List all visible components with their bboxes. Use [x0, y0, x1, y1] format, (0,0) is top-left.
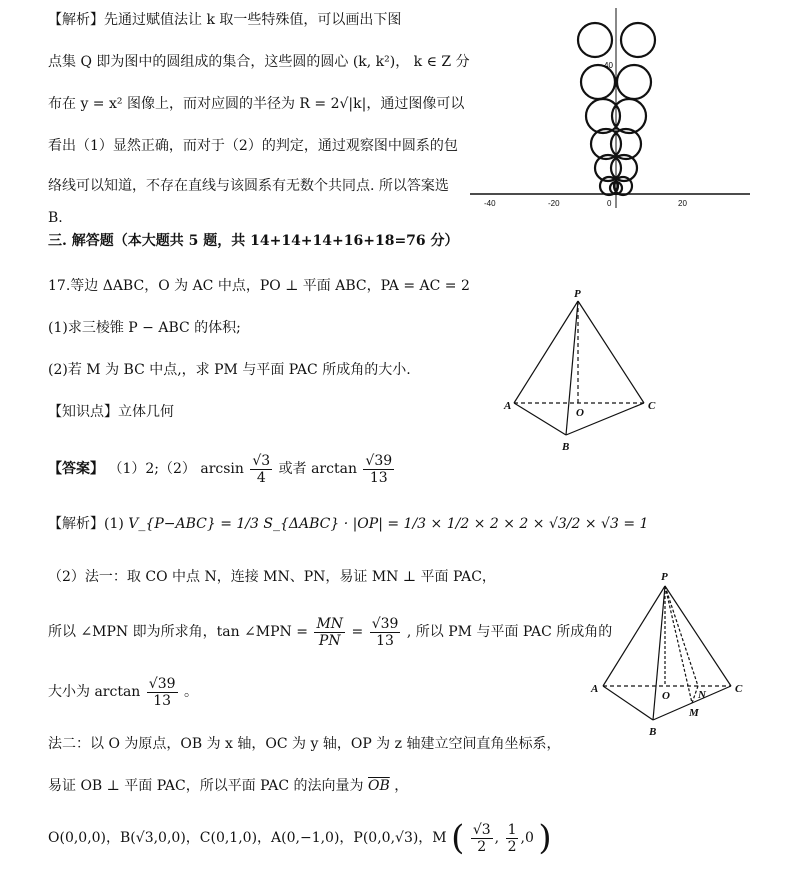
answer-prefix: （1）2;（2） arcsin: [108, 461, 244, 477]
vertex-label-b: B: [649, 726, 657, 738]
tetrahedron-figure-1: [500, 285, 675, 455]
sol16-line-2: 点集 Q 即为图中的圆组成的集合，这些圆的圆心 (k, k²)， k ∈ Z 分: [48, 54, 470, 70]
fraction-sqrt39-over-13: [363, 453, 394, 486]
vertex-label-p: P: [661, 571, 668, 583]
tick-label: 0: [607, 199, 612, 208]
fraction-sqrt39-over-13: [147, 676, 178, 709]
vertex-label-c: C: [735, 683, 743, 695]
fraction-numerator: √39: [365, 452, 393, 469]
fraction-denominator: 2: [477, 838, 487, 855]
fraction-denominator: 13: [369, 469, 388, 486]
method-one-line-3: [48, 672, 198, 712]
volume-expression: V_{P−ABC} = 1/3 S_{ΔABC} · |OP| = 1/3 × 1/2 × 2 × 2 × √3/2 × √3 = 1: [128, 516, 649, 532]
fraction-sqrt3-over-4: [250, 453, 272, 486]
section-heading: 三. 解答题（本大题共 5 题，共 14+14+14+16+18=76 分）: [48, 233, 459, 249]
coordinates-text: O(0,0,0)，B(√3,0,0)，C(0,1,0)，A(0,−1,0)，P(0,0,√3)，M: [48, 830, 447, 846]
fraction-numerator: √39: [371, 615, 399, 632]
point-label-n: N: [698, 689, 706, 701]
fraction-mx: [471, 822, 493, 855]
vertex-label-a: A: [591, 683, 599, 695]
result-period: 。: [183, 684, 198, 700]
comma: ，: [394, 778, 409, 794]
normal-vector-statement: 易证 OB ⊥ 平面 PAC，所以平面 PAC 的法向量为: [48, 778, 364, 794]
point-label-o: O: [576, 407, 584, 419]
answer-label: 【答案】: [48, 461, 104, 477]
answer-line: [48, 446, 396, 492]
point-label-m: M: [689, 707, 699, 719]
m-z-coordinate: 0: [524, 830, 534, 846]
q17-stem: 17.等边 ΔABC，O 为 AC 中点，PO ⊥ 平面 ABC，PA = AC = 2: [48, 278, 470, 294]
fraction-denominator: 4: [256, 469, 266, 486]
fraction-my: [506, 822, 519, 855]
paren-open: (: [451, 818, 465, 858]
solution-label: 【解析】(1): [48, 516, 124, 532]
fraction-mn-over-pn: [314, 616, 345, 649]
sol16-line-1: 【解析】先通过赋值法让 k 取一些特殊值，可以画出下图: [48, 12, 402, 28]
fraction-numerator: 1: [507, 821, 517, 838]
sol16-line-6: B.: [48, 210, 63, 226]
fraction-denominator: PN: [318, 632, 341, 649]
q17-part2: (2)若 M 为 BC 中点,，求 PM 与平面 PAC 所成角的大小.: [48, 362, 411, 378]
tick-label: -20: [548, 199, 560, 208]
method-one-line-2: [48, 612, 612, 652]
solution-part1: [48, 514, 648, 534]
equals-sign: =: [351, 624, 364, 640]
fraction-sqrt39-over-13: [370, 616, 401, 649]
fraction-numerator: √3: [252, 452, 271, 469]
result-prefix: 大小为 arctan: [48, 684, 141, 700]
fraction-denominator: 13: [153, 692, 172, 709]
fraction-numerator: √39: [148, 675, 176, 692]
tick-label: -40: [484, 199, 496, 208]
fraction-numerator: MN: [316, 615, 344, 632]
fraction-numerator: √3: [472, 821, 491, 838]
method-one-line-1: （2）法一：取 CO 中点 N，连接 MN、PN，易证 MN ⊥ 平面 PAC，: [48, 569, 496, 585]
method-two-line-2: [48, 776, 408, 796]
answer-middle: 或者 arctan: [278, 461, 357, 477]
fraction-denominator: 2: [507, 838, 517, 855]
angle-statement: 所以 ∠MPN 即为所求角，tan ∠MPN =: [48, 624, 308, 640]
coordinates-line: O(0,0,0)，B(√3,0,0)，C(0,1,0)，A(0,−1,0)，P(0,0,√3)，M ( $\frac{√3}{2}$ , $\frac{1}{2}$ ,0 ): [48, 818, 552, 858]
angle-conclusion: , 所以 PM 与平面 PAC 所成角的: [406, 624, 613, 640]
tetrahedron-figure-2: [585, 568, 755, 740]
vector-ob: $\overline{OB}$: [368, 778, 390, 794]
fraction-denominator: 13: [376, 632, 394, 649]
vertex-label-a: A: [504, 400, 512, 412]
point-label-o: O: [662, 690, 670, 702]
sol16-line-3: 布在 y = x² 图像上，而对应圆的半径为 R = 2√|k|，通过图像可以: [48, 96, 465, 112]
sol16-line-5: 络线可以知道，不存在直线与该圆系有无数个共同点. 所以答案选: [48, 178, 449, 194]
knowledge-point: 【知识点】立体几何: [48, 404, 174, 420]
circle-system-plot: [470, 8, 755, 213]
vertex-label-b: B: [562, 441, 570, 453]
vertex-label-p: P: [574, 288, 581, 300]
paren-close: ): [538, 818, 552, 858]
tick-label: 20: [678, 199, 687, 208]
q17-part1: (1)求三棱锥 P − ABC 的体积;: [48, 320, 241, 336]
vertex-label-c: C: [648, 400, 656, 412]
sol16-line-4: 看出（1）显然正确，而对于（2）的判定，通过观察图中圆系的包: [48, 138, 458, 154]
method-two-line-1: 法二：以 O 为原点，OB 为 x 轴，OC 为 y 轴，OP 为 z 轴建立空间直角坐标系，: [48, 736, 561, 752]
plot-inner-label: 40: [604, 61, 613, 70]
